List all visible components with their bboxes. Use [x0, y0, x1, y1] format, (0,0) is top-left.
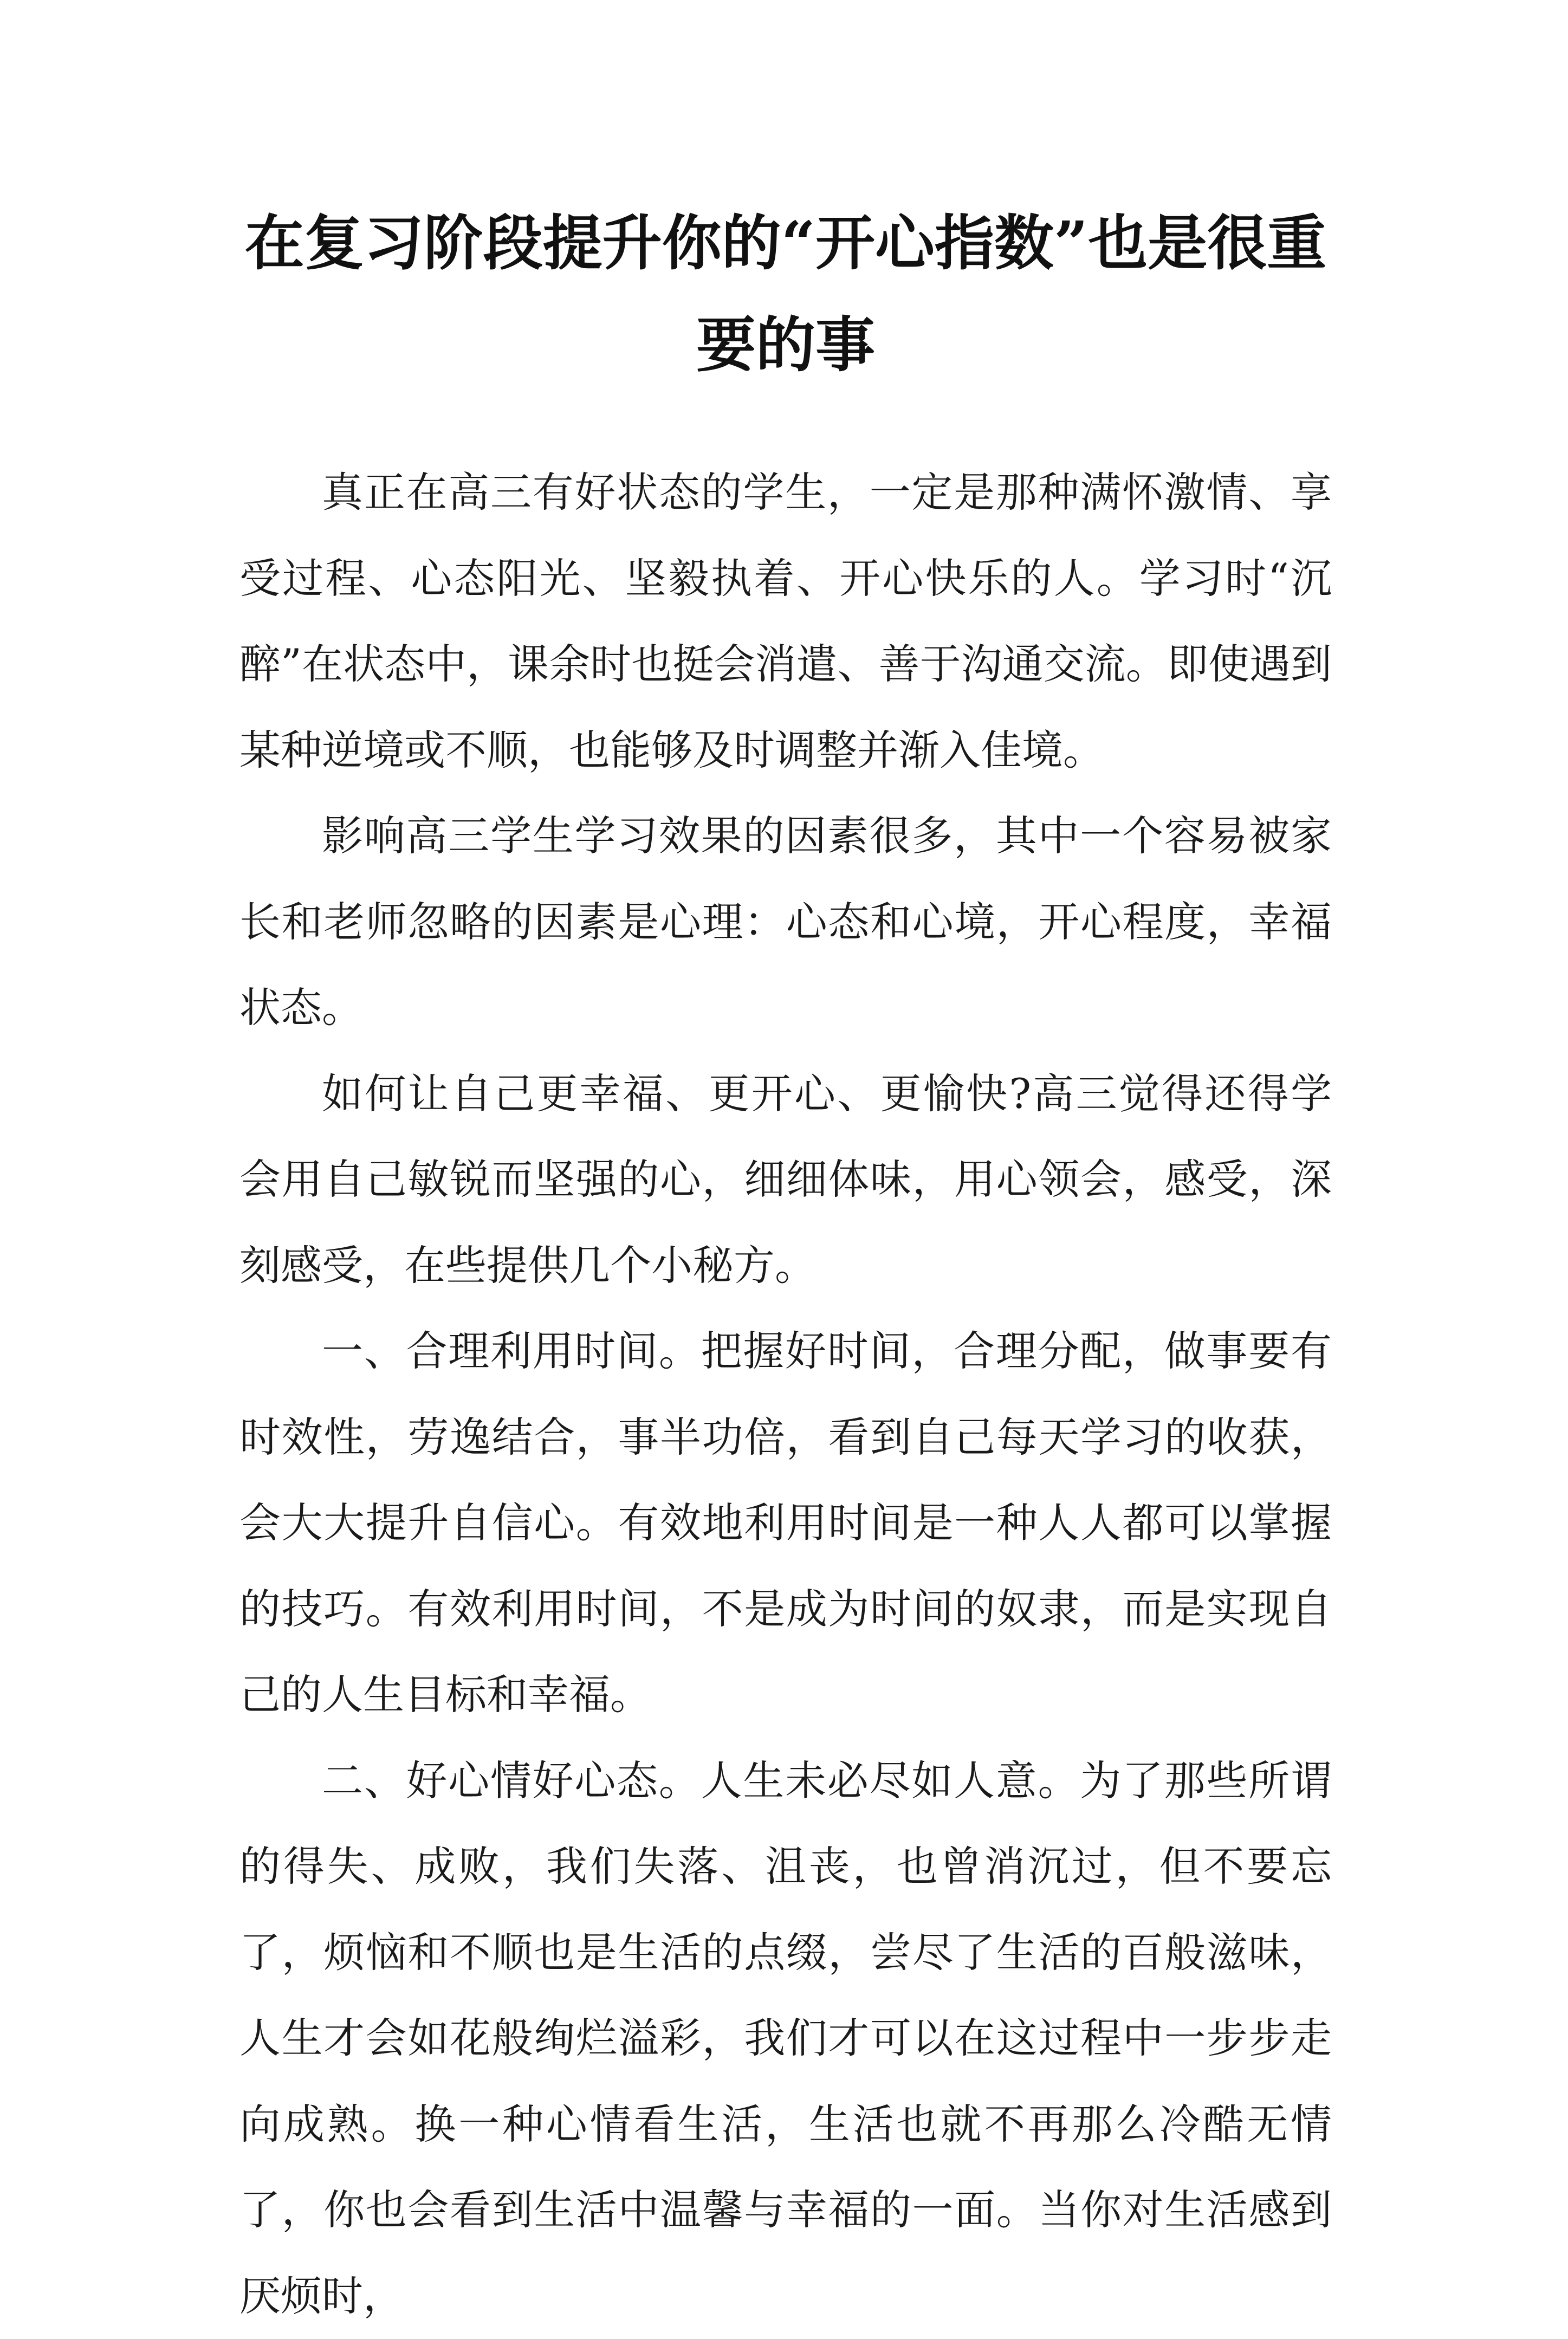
- paragraph: 影响高三学生学习效果的因素很多，其中一个容易被家长和老师忽略的因素是心理：心态和心境，开心程度，幸福状态。: [239, 793, 1332, 1051]
- document-title: 在复习阶段提升你的“开心指数”也是很重要的事: [238, 192, 1333, 396]
- paragraph: 如何让自己更幸福、更开心、更愉快?高三觉得还得学会用自己敏锐而坚强的心，细细体味，用心领会，感受，深刻感受，在些提供几个小秘方。: [239, 1051, 1332, 1309]
- document-body: [239, 450, 1332, 2339]
- paragraph: 二、好心情好心态。人生未必尽如人意。为了那些所谓的得失、成败，我们失落、沮丧，也曾消沉过，但不要忘了，烦恼和不顺也是生活的点缀，尝尽了生活的百般滋味，人生才会如花般绚烂溢彩，我们才可以在这过程中一步步走向成熟。换一种心情看生活，生活也就不再那么冷酷无情了，你也会看到生活中温馨与幸福的一面。当你对生活感到厌烦时，: [239, 1738, 1332, 2339]
- paragraph: 一、合理利用时间。把握好时间，合理分配，做事要有时效性，劳逸结合，事半功倍，看到自己每天学习的收获，会大大提升自信心。有效地利用时间是一种人人都可以掌握的技巧。有效利用时间，不是成为时间的奴隶，而是实现自己的人生目标和幸福。: [239, 1308, 1332, 1738]
- paragraph: 真正在高三有好状态的学生，一定是那种满怀激情、享受过程、心态阳光、坚毅执着、开心快乐的人。学习时“沉醉”在状态中，课余时也挺会消遣、善于沟通交流。即使遇到某种逆境或不顺，也能够及时调整并渐入佳境。: [239, 450, 1332, 793]
